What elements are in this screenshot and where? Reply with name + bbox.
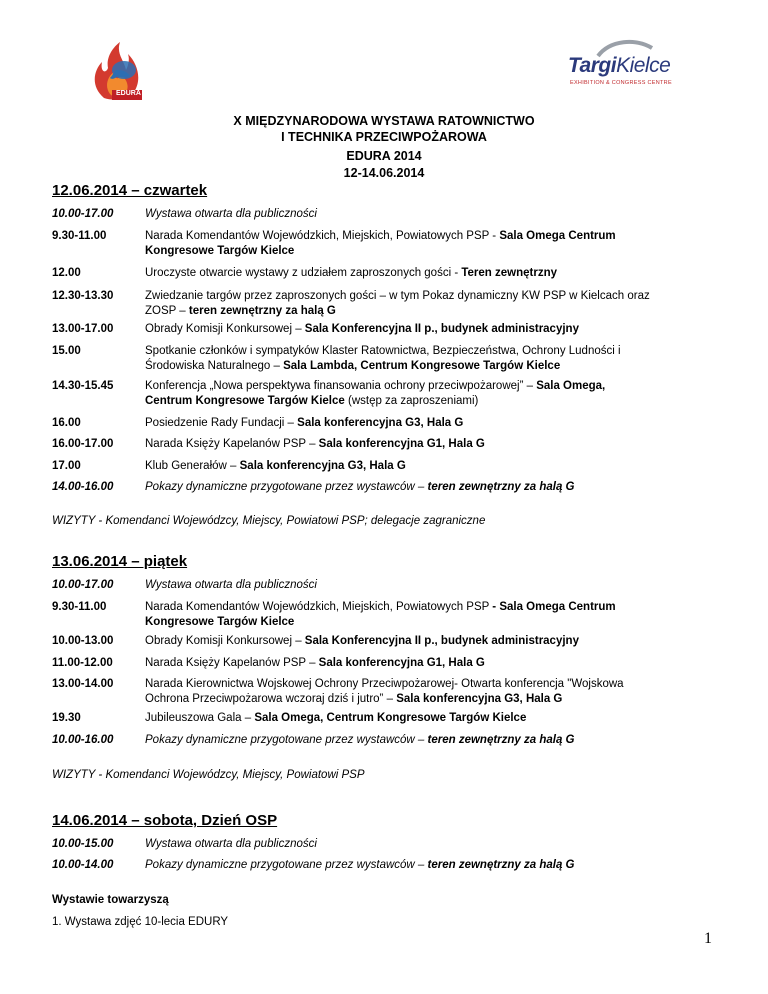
edura-logo-text: EDURA [116, 90, 141, 97]
accompanying-item: 1. Wystawa zdjęć 10-lecia EDURY [52, 916, 229, 928]
event-dates: 12-14.06.2014 [343, 166, 425, 180]
accompanying-heading: Wystawie towarzyszą [52, 894, 169, 906]
targi-kielce-logo [562, 38, 692, 92]
visits-note: WIZYTY - Komendanci Wojewódzcy, Miejscy, Powiatowi PSP; delegacje zagraniczne [52, 515, 486, 527]
document-title-line2: I TECHNIKA PRZECIWPOŻAROWA [281, 130, 487, 144]
day2-heading: 13.06.2014 – piątek [52, 553, 188, 570]
document-title-line1: X MIĘDZYNARODOWA WYSTAWA RATOWNICTWO [233, 114, 535, 128]
targi-kielce-tagline: EXHIBITION & CONGRESS CENTRE [570, 80, 672, 86]
targi-kielce-wordmark: TargiKielce [568, 54, 671, 77]
day1-heading: 12.06.2014 – czwartek [52, 182, 208, 199]
event-name: EDURA 2014 [346, 149, 422, 163]
visits-note: WIZYTY - Komendanci Wojewódzcy, Miejscy, Powiatowi PSP [52, 769, 365, 781]
page-number: 1 [704, 930, 712, 947]
edura-logo [86, 40, 156, 102]
day3-heading: 14.06.2014 – sobota, Dzień OSP [52, 812, 278, 829]
